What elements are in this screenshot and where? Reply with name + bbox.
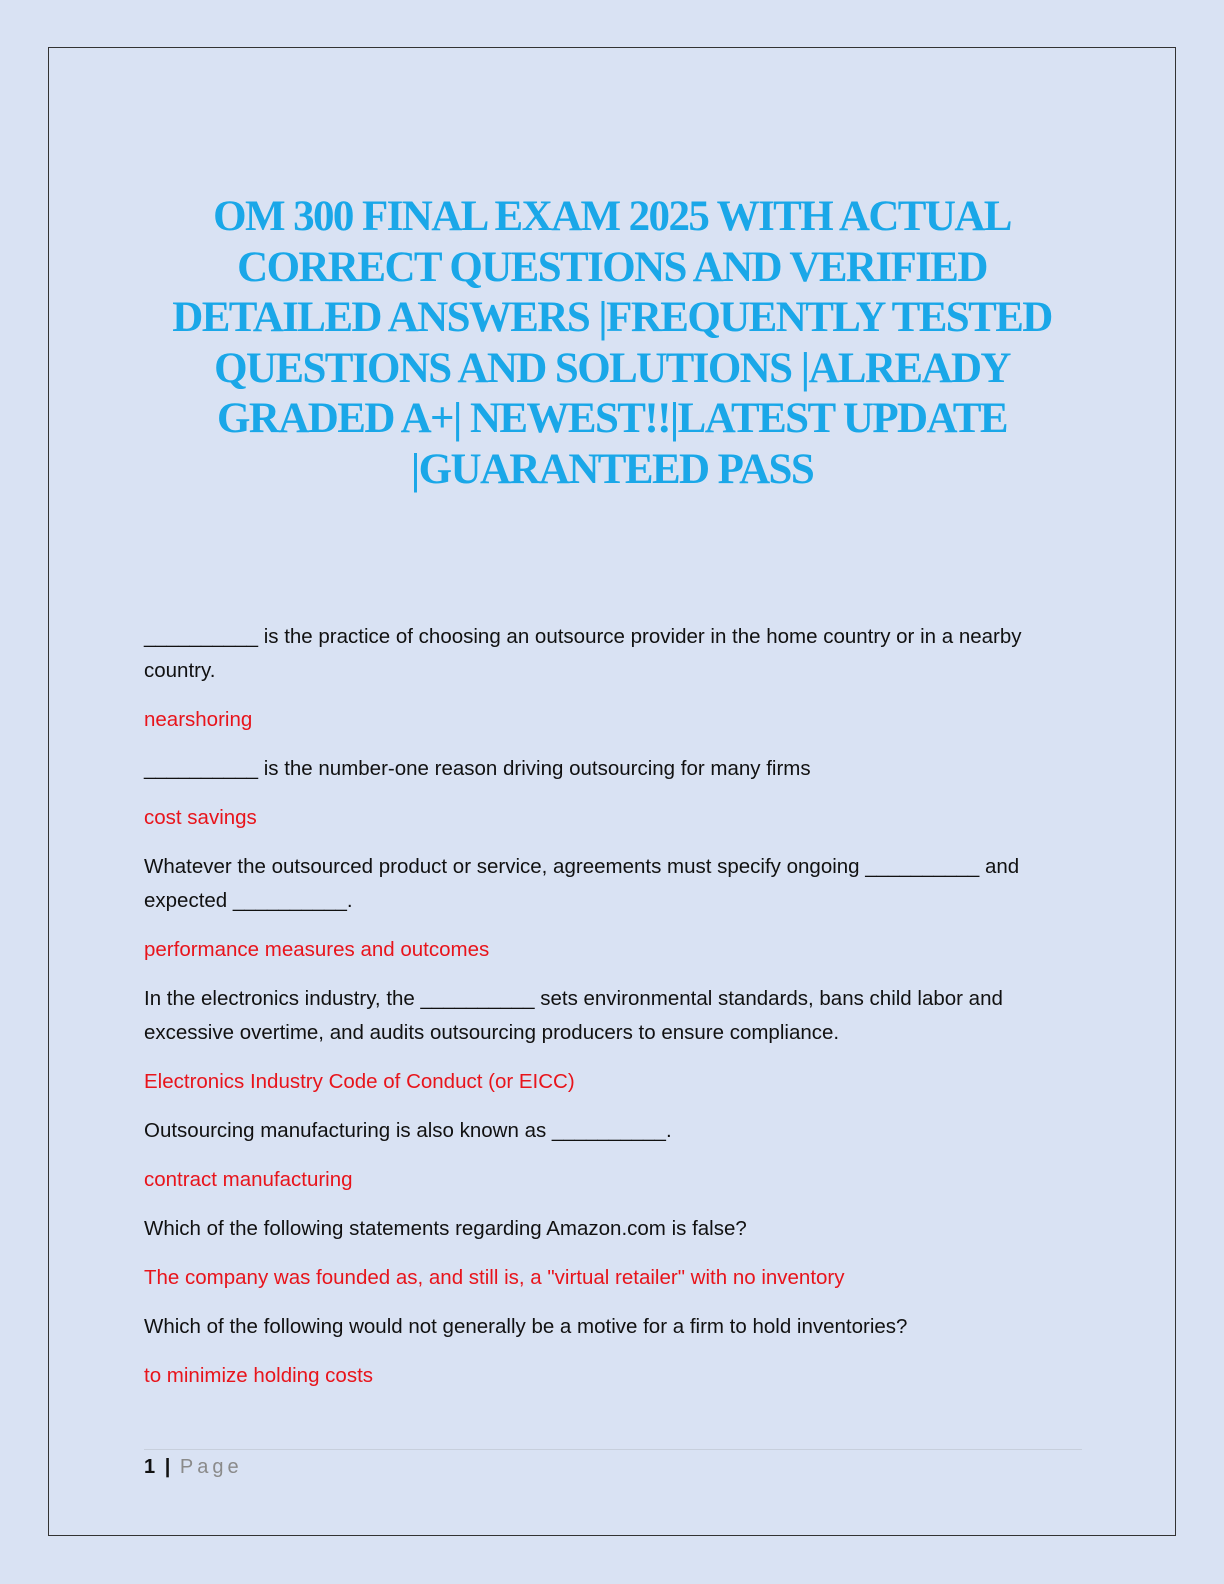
- question-2: __________ is the number-one reason driving outsourcing for many firms: [144, 757, 811, 780]
- answer-2: cost savings: [144, 806, 257, 829]
- answer-6: The company was founded as, and still is, a "virtual retailer" with no inventory: [144, 1266, 845, 1289]
- qa-list: [144, 620, 1084, 1408]
- document-title: OM 300 FINAL EXAM 2025 WITH ACTUAL CORRECT QUESTIONS AND VERIFIED DETAILED ANSWERS |FREQUENTLY TESTED QUESTIONS AND SOLUTIONS |ALREADY GRADED A+| NEWEST!!|LATEST UPDATE |GUARANTEED PASS: [172, 193, 1052, 493]
- footer-rule: [144, 1449, 1082, 1450]
- page-label: Page: [179, 1456, 243, 1478]
- answer-1: nearshoring: [144, 708, 253, 731]
- question-7: Which of the following would not generally be a motive for a firm to hold inventories?: [144, 1315, 908, 1338]
- question-3: Whatever the outsourced product or service, agreements must specify ongoing __________ and expected __________.: [144, 855, 1020, 912]
- question-6: Which of the following statements regarding Amazon.com is false?: [144, 1217, 747, 1240]
- question-5: Outsourcing manufacturing is also known as __________.: [144, 1119, 672, 1142]
- answer-5: contract manufacturing: [144, 1168, 353, 1191]
- question-1: __________ is the practice of choosing an outsource provider in the home country or in a nearby country.: [144, 625, 1022, 682]
- page-separator: |: [164, 1456, 171, 1478]
- answer-7: to minimize holding costs: [144, 1364, 374, 1387]
- page-footer: [144, 1453, 243, 1481]
- answer-4: Electronics Industry Code of Conduct (or EICC): [144, 1070, 575, 1093]
- page-number: 1: [144, 1456, 156, 1478]
- answer-3: performance measures and outcomes: [144, 938, 490, 961]
- question-4: In the electronics industry, the __________ sets environmental standards, bans child labor and excessive overtime, and audits outsourcing producers to ensure compliance.: [144, 987, 1003, 1044]
